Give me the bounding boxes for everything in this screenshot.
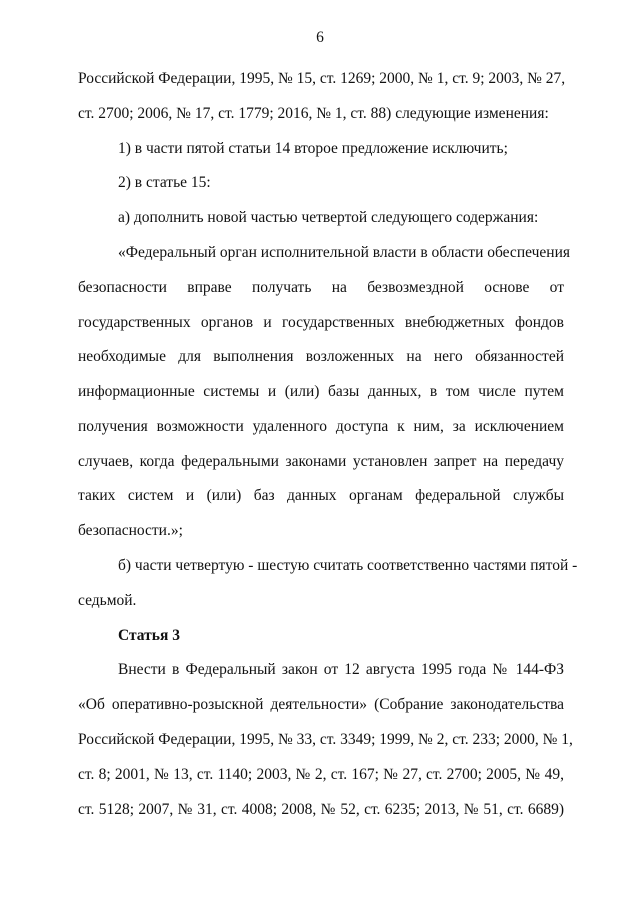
text-line: ст. 2700; 2006, № 17, ст. 1779; 2016, № 1, ст. 88) следующие изменения: <box>78 105 549 122</box>
text-line: безопасности вправе получать на безвозмездной основе от <box>78 279 564 296</box>
text-line: получения возможности удаленного доступа к ним, за исключением <box>78 418 564 435</box>
text-line: Внести в Федеральный закон от 12 августа 1995 года № 144-ФЗ <box>118 661 564 678</box>
text-line: «Об оперативно-розыскной деятельности» (Собрание законодательства <box>78 696 564 713</box>
text-line: необходимые для выполнения возложенных на него обязанностей <box>78 348 564 365</box>
page-number: 6 <box>316 29 324 46</box>
text-line: государственных органов и государственных внебюджетных фондов <box>78 314 564 331</box>
text-line: ст. 8; 2001, № 13, ст. 1140; 2003, № 2, ст. 167; № 27, ст. 2700; 2005, № 49, <box>78 766 564 783</box>
text-line: 1) в части пятой статьи 14 второе предложение исключить; <box>118 140 508 157</box>
text-line: случаев, когда федеральными законами установлен запрет на передачу <box>78 453 564 470</box>
text-line: «Федеральный орган исполнительной власти в области обеспечения <box>118 244 570 261</box>
text-line: таких систем и (или) баз данных органам федеральной службы <box>78 487 564 504</box>
text-line: а) дополнить новой частью четвертой следующего содержания: <box>118 209 539 226</box>
text-line: седьмой. <box>78 592 137 609</box>
text-line: информационные системы и (или) базы данных, в том числе путем <box>78 383 564 400</box>
text-line: 2) в статье 15: <box>118 174 211 191</box>
text-line: ст. 5128; 2007, № 31, ст. 4008; 2008, № 52, ст. 6235; 2013, № 51, ст. 6689) <box>78 801 564 818</box>
article-heading: Статья 3 <box>118 627 180 644</box>
text-line: безопасности.»; <box>78 522 183 539</box>
text-line: Российской Федерации, 1995, № 15, ст. 1269; 2000, № 1, ст. 9; 2003, № 27, <box>78 70 566 87</box>
text-line: б) части четвертую - шестую считать соответственно частями пятой - <box>118 557 578 574</box>
text-line: Российской Федерации, 1995, № 33, ст. 3349; 1999, № 2, ст. 233; 2000, № 1, <box>78 731 573 748</box>
